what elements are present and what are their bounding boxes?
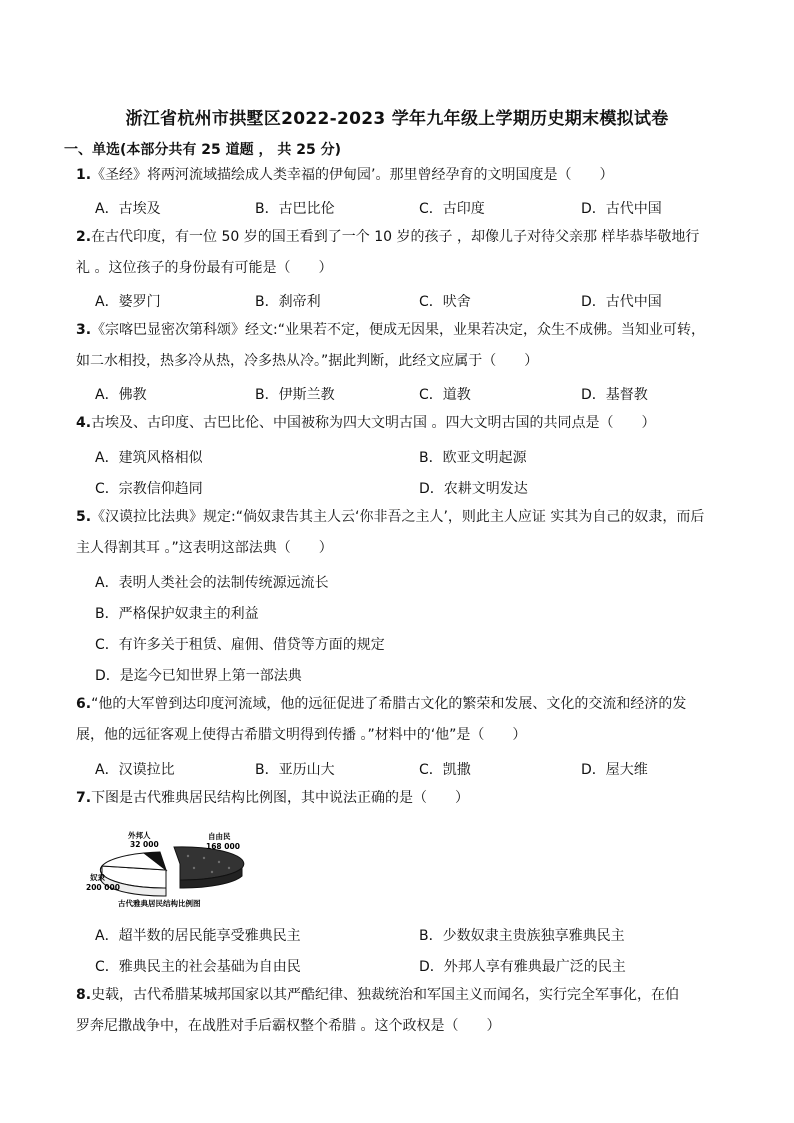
option-c[interactable]: C．雅典民主的社会基础为自由民 [95,959,301,975]
figure-caption: 古代雅典居民结构比例图 [118,899,201,908]
options-q4-row1 [95,447,755,471]
question-text-cont: 展，他的远征客观上使得古希腊文明得到传播 。”材料中的‘他”是（ ） [76,727,527,743]
question-text-cont: 罗奔尼撒战争中，在战胜对手后霸权整个希腊 。这个政权是（ ） [76,1018,501,1034]
label-foreigner: 外邦人 [128,831,151,840]
athens-population-pie-figure [84,828,254,910]
option-c[interactable]: C．凯撒 [419,762,471,778]
question-text: 史载，古代希腊某城邦国家以其严酷纪律、独裁统治和军国主义而闻名，实行完全军事化，在伯 [91,987,680,1003]
options-q3 [95,384,755,408]
question-text-cont: 如二水相投，热多冷从热，冷多热从冷。”据此判断，此经文应属于（ ） [76,353,539,369]
question-number: 8. [76,987,92,1003]
question-number: 3. [76,322,92,338]
question-text-cont: 礼 。这位孩子的身份最有可能是（ ） [76,260,333,276]
option-d[interactable]: D．屋大维 [581,762,648,778]
option-b[interactable]: B．严格保护奴隶主的利益 [95,606,259,622]
option-d[interactable]: D．古代中国 [581,294,662,310]
question-text: 《汉谟拉比法典》规定:“倘奴隶告其主人云‘你非吾之主人’，则此主人应证 实其为自己的奴隶，而后 [91,509,705,525]
section-heading: 一、单选(本部分共有 25 道题 ， 共 25 分) [64,142,342,158]
options-q2 [95,291,755,315]
value-free: 168 000 [206,842,240,851]
label-free: 自由民 [208,832,231,841]
option-c[interactable]: C．宗教信仰趋同 [95,481,203,497]
option-d[interactable]: D．基督教 [581,387,648,403]
question-1 [76,160,752,191]
question-2 [76,222,752,284]
document-title: 浙江省杭州市拱墅区2022-2023 学年九年级上学期历史期末模拟试卷 [125,109,669,129]
option-a[interactable]: A．表明人类社会的法制传统源远流长 [95,575,329,591]
question-number: 6. [76,696,92,712]
option-b[interactable]: B．刹帝利 [255,294,321,310]
option-d[interactable]: D．古代中国 [581,201,662,217]
question-8 [76,980,752,1042]
question-text: 下图是古代雅典居民结构比例图，其中说法正确的是（ ） [91,790,470,806]
option-b[interactable]: B．伊斯兰教 [255,387,335,403]
option-a[interactable]: A．婆罗门 [95,294,161,310]
option-c[interactable]: C．古印度 [419,201,485,217]
option-a[interactable]: A．超半数的居民能享受雅典民主 [95,928,301,944]
question-number: 7. [76,790,92,806]
option-c[interactable]: C．吠舍 [419,294,471,310]
value-slave: 200 000 [86,883,120,892]
option-a[interactable]: A．古埃及 [95,201,161,217]
option-b[interactable]: B．亚历山大 [255,762,335,778]
question-number: 1. [76,167,92,183]
option-b[interactable]: B．古巴比伦 [255,201,335,217]
question-6 [76,689,752,751]
options-q7-row2 [95,956,755,980]
option-a[interactable]: A．汉谟拉比 [95,762,175,778]
value-foreigner: 32 000 [130,840,159,849]
question-text: 《宗喀巴显密次第科颂》经文:“业果若不定，便成无因果，业果若决定，众生不成佛。当知业可转， [91,322,706,338]
option-b[interactable]: B．欧亚文明起源 [419,450,527,466]
question-7 [76,783,752,814]
option-a[interactable]: A．建筑风格相似 [95,450,203,466]
question-5 [76,502,752,564]
question-text: 古埃及、古印度、古巴比伦、中国被称为四大文明古国 。四大文明古国的共同点是（ ） [91,415,656,431]
option-c[interactable]: C．道教 [419,387,471,403]
options-q6 [95,759,755,783]
options-q4-row2 [95,478,755,502]
question-number: 5. [76,509,92,525]
option-d[interactable]: D．农耕文明发达 [419,481,528,497]
option-a[interactable]: A．佛教 [95,387,147,403]
question-number: 2. [76,229,92,245]
option-c[interactable]: C．有许多关于租赁、雇佣、借贷等方面的规定 [95,637,385,653]
question-4 [76,408,752,439]
options-q7-row1 [95,925,755,949]
option-d[interactable]: D．外邦人享有雅典最广泛的民主 [419,959,626,975]
question-text: “他的大军曾到达印度河流域，他的远征促进了希腊古文化的繁荣和发展、文化的交流和经济的发 [91,696,687,712]
question-text-cont: 主人得割其耳 。”这表明这部法典（ ） [76,540,333,556]
question-number: 4. [76,415,92,431]
question-text: 《圣经》将两河流域描绘成人类幸福的伊甸园’。那里曾经孕育的文明国度是（ ） [91,167,614,183]
option-b[interactable]: B．少数奴隶主贵族独享雅典民主 [419,928,625,944]
label-slave: 奴隶 [90,873,105,882]
question-3 [76,315,752,377]
question-text: 在古代印度，有一位 50 岁的国王看到了一个 10 岁的孩子 ，却像儿子对待父亲那 样毕恭毕敬地行 [91,229,700,245]
option-d[interactable]: D．是迄今已知世界上第一部法典 [95,668,302,684]
options-q1 [95,198,755,222]
